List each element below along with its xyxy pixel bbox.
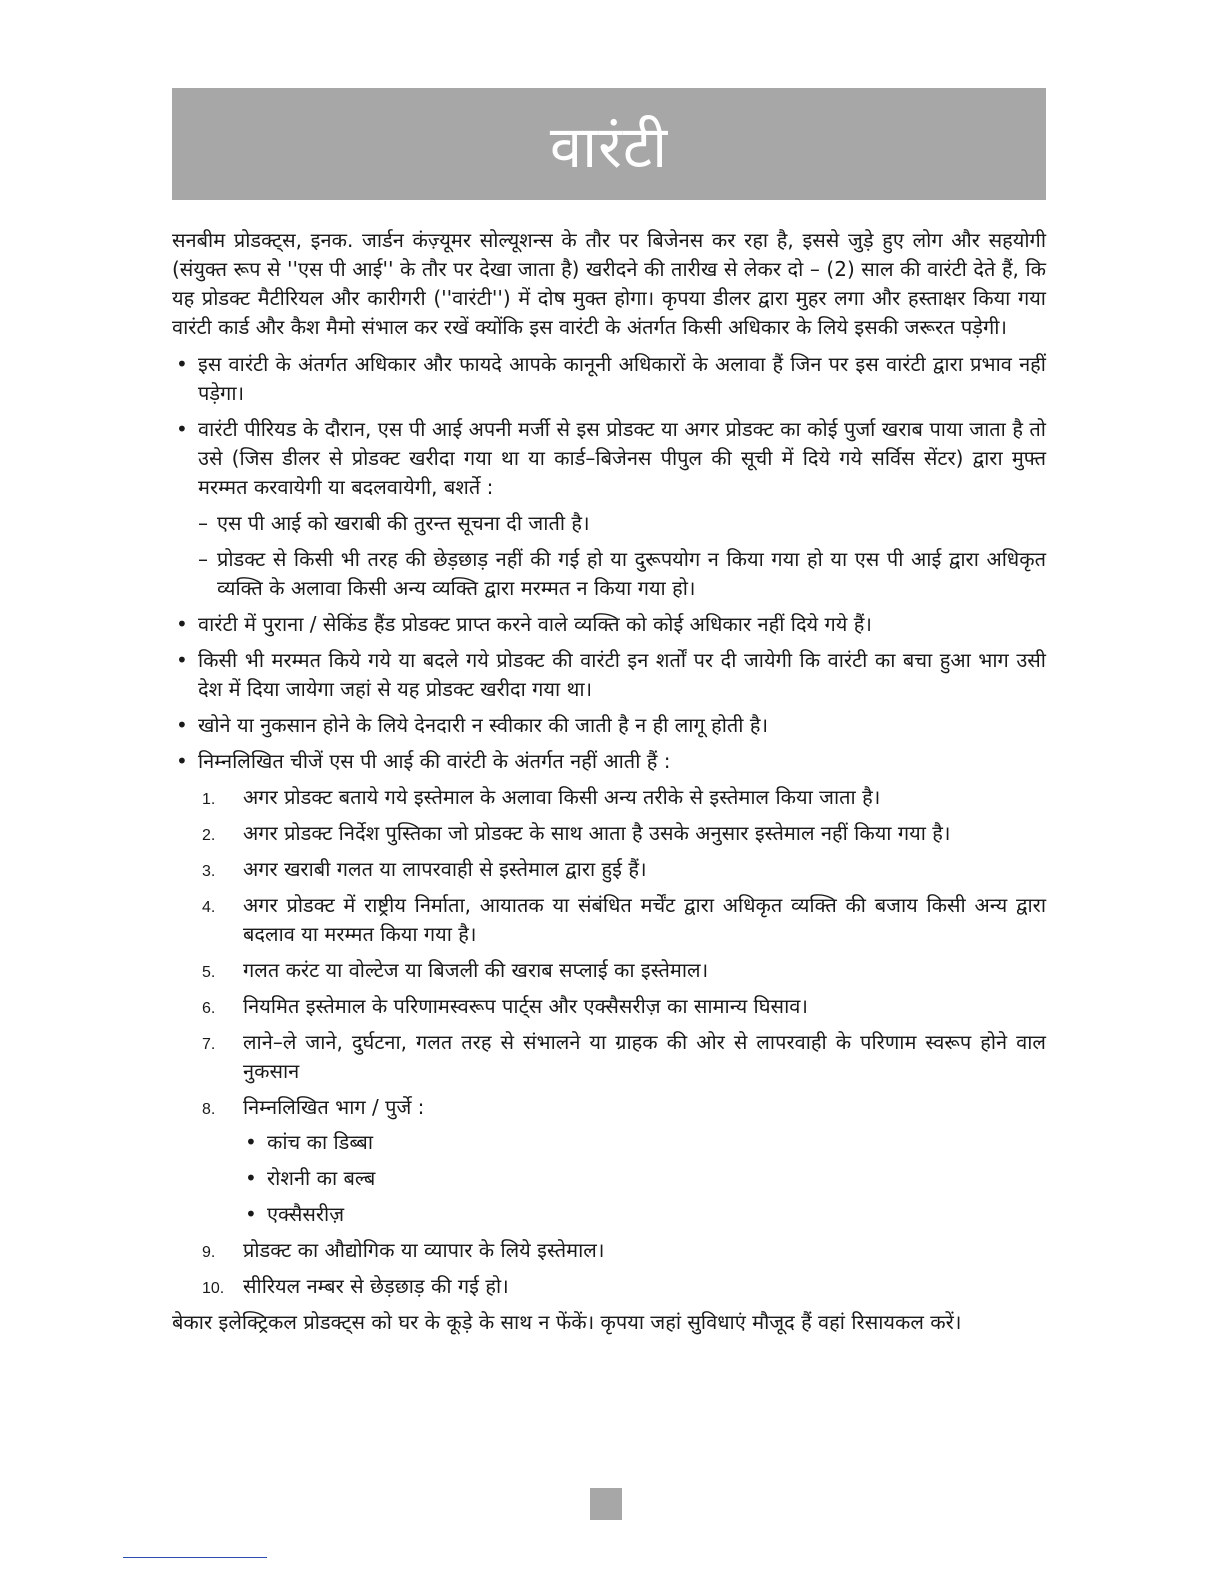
- item-text: सीरियल नम्बर से छेड़छाड़ की गई हो।: [243, 1274, 509, 1298]
- list-item: • इस वारंटी के अंतर्गत अधिकार और फायदे आपके कानूनी अधिकारों के अलावा हैं जिन पर इस वारंटी द्वारा प्रभाव नहीं पड़ेगा।: [172, 350, 1046, 408]
- exclusion-item: [172, 1093, 1046, 1229]
- item-text: अगर प्रोडक्ट में राष्ट्रीय निर्माता, आयातक या संबंधित मर्चेंट द्वारा अधिकृत व्यक्ति की बजाय किसी अन्य द्वारा बदलाव या मरम्मत किया गया है।: [243, 893, 1046, 946]
- item-text: प्रोडक्ट का औद्योगिक या व्यापार के लिये इस्तेमाल।: [243, 1238, 605, 1262]
- list-item-text: वारंटी पीरियड के दौरान, एस पी आई अपनी मर्जी से इस प्रोडक्ट या अगर प्रोडक्ट का कोई पुर्जा खराब पाया जाता है तो उसे (जिस डीलर से प्रोडक्ट खरीदा गया था या कार्ड–बिजेनस पीपुल की सूची में दिये गये सर्विस सेंटर) द्वारा मुफ्त मरम्मत करवायेगी या बदलवायेगी, बशर्ते :: [198, 417, 1046, 499]
- footnote-rule: [123, 1557, 267, 1558]
- part-item: • रोशनी का बल्ब: [243, 1164, 1046, 1193]
- item-text: अगर प्रोडक्ट बताये गये इस्तेमाल के अलावा किसी अन्य तरीके से इस्तेमाल किया जाता है।: [243, 785, 881, 809]
- list-item: • निम्नलिखित चीजें एस पी आई की वारंटी के अंतर्गत नहीं आती हैं :: [172, 747, 1046, 776]
- item-text: नियमित इस्तेमाल के परिणामस्वरूप पार्ट्स और एक्सैसरीज़ का सामान्य घिसाव।: [243, 994, 808, 1018]
- item-number: 6.: [202, 1000, 216, 1017]
- item-number: 2.: [202, 827, 216, 844]
- warranty-terms-list: [172, 350, 1046, 502]
- exclusion-item: [172, 1028, 1046, 1086]
- item-number: 8.: [202, 1101, 216, 1118]
- list-item: • किसी भी मरम्मत किये गये या बदले गये प्रोडक्ट की वारंटी इन शर्तों पर दी जायेगी कि वारंटी का बचा हुआ भाग उसी देश में दिया जायेगा जहां से यह प्रोडक्ट खरीदा गया था।: [172, 646, 1046, 704]
- item-text: अगर प्रोडक्ट निर्देश पुस्तिका जो प्रोडक्ट के साथ आता है उसके अनुसार इस्तेमाल नहीं किया गया है।: [243, 821, 951, 845]
- title-banner: [172, 88, 1046, 200]
- item-number: 9.: [202, 1244, 216, 1261]
- exclusion-item: [172, 819, 1046, 848]
- item-text: निम्नलिखित भाग / पुर्जे :: [243, 1095, 425, 1119]
- part-item: • कांच का डिब्बा: [243, 1128, 1046, 1157]
- exclusion-item: [172, 1272, 1046, 1301]
- warranty-terms-list-continued: [172, 610, 1046, 776]
- warranty-page: [172, 88, 1046, 1337]
- condition-item: – प्रोडक्ट से किसी भी तरह की छेड़छाड़ नहीं की गई हो या दुरूपयोग न किया गया हो या एस पी आई द्वारा अधिकृत व्यक्ति के अलावा किसी अन्य व्यक्ति द्वारा मरम्मत न किया गया हो।: [172, 545, 1046, 603]
- exclusion-item: [172, 956, 1046, 985]
- list-item: • वारंटी में पुराना / सेकिंड हैंड प्रोडक्ट प्राप्त करने वाले व्यक्ति को कोई अधिकार नहीं दिये गये हैं।: [172, 610, 1046, 639]
- exclusion-item: [172, 992, 1046, 1021]
- list-item: • खोने या नुकसान होने के लिये देनदारी न स्वीकार की जाती है न ही लागू होती है।: [172, 711, 1046, 740]
- part-item: • एक्सैसरीज़: [243, 1200, 1046, 1229]
- page-title: वारंटी: [549, 112, 669, 181]
- conditions-list: [172, 509, 1046, 603]
- item-number: 7.: [202, 1036, 216, 1053]
- item-number: 5.: [202, 964, 216, 981]
- exclusion-item: [172, 783, 1046, 812]
- exclusion-item: [172, 891, 1046, 949]
- exclusion-item: [172, 855, 1046, 884]
- item-text: लाने–ले जाने, दुर्घटना, गलत तरह से संभालने या ग्राहक की ओर से लापरवाही के परिणाम स्वरूप होने वाल नुकसान: [243, 1030, 1046, 1083]
- exclusion-item: [172, 1236, 1046, 1265]
- condition-item: – एस पी आई को खराबी की तुरन्त सूचना दी जाती है।: [172, 509, 1046, 538]
- item-number: 10.: [202, 1280, 225, 1297]
- item-number: 3.: [202, 863, 216, 880]
- item-number: 4.: [202, 899, 216, 916]
- item-number: 1.: [202, 791, 216, 808]
- intro-paragraph: सनबीम प्रोडक्ट्स, इनक. जार्डन कंज़्यूमर सोल्यूशन्स के तौर पर बिजेनस कर रहा है, इससे जुड़े हुए लोग और सहयोगी (संयुक्त रूप से ''एस पी आई'' के तौर पर देखा जाता है) खरीदने की तारीख से लेकर दो – (2) साल की वारंटी देते हैं, कि यह प्रोडक्ट मैटीरियल और कारीगरी (''वारंटी'') में दोष मुक्त होगा। कृपया डीलर द्वारा मुहर लगा और हस्ताक्षर किया गया वारंटी कार्ड और कैश मैमो संभाल कर रखें क्योंकि इस वारंटी के अंतर्गत किसी अधिकार के लिये इसकी जरूरत पड़ेगी।: [172, 228, 1046, 339]
- page-number-marker: [590, 1488, 622, 1520]
- recycling-note: बेकार इलेक्ट्रिकल प्रोडक्ट्स को घर के कूड़े के साथ न फेंकें। कृपया जहां सुविधाएं मौजूद हैं वहां रिसायकल करें।: [172, 1310, 962, 1334]
- exclusions-list: [172, 783, 1046, 1301]
- parts-list: [243, 1128, 1046, 1229]
- item-text: गलत करंट या वोल्टेज या बिजली की खराब सप्लाई का इस्तेमाल।: [243, 958, 709, 982]
- item-text: अगर खराबी गलत या लापरवाही से इस्तेमाल द्वारा हुई हैं।: [243, 857, 647, 881]
- list-item: [172, 415, 1046, 502]
